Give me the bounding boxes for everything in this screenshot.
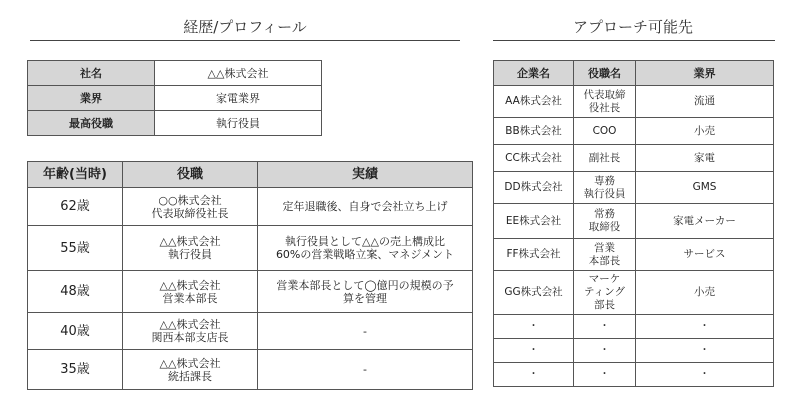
approach-company: ・ [494, 339, 574, 363]
career-row [28, 350, 473, 390]
approach-header-industry: 業界 [636, 61, 774, 86]
approach-row [494, 271, 774, 315]
career-header-position: 役職 [123, 162, 258, 188]
approach-table [493, 60, 774, 387]
company-info-value: 家電業界 [155, 86, 322, 111]
company-info-row [28, 111, 322, 136]
approach-position: 専務 執行役員 [574, 172, 636, 204]
approach-company: FF株式会社 [494, 239, 574, 271]
career-achievement: - [258, 350, 473, 390]
career-position: △△株式会社 統括課長 [123, 350, 258, 390]
approach-industry: 家電メーカー [636, 204, 774, 239]
career-achievement: - [258, 313, 473, 350]
career-position: △△株式会社 関西本部支店長 [123, 313, 258, 350]
approach-row [494, 145, 774, 172]
company-info-table [27, 60, 322, 136]
company-info-value: 執行役員 [155, 111, 322, 136]
career-age: 55歳 [28, 226, 123, 271]
approach-position: マーケ ティング 部長 [574, 271, 636, 315]
approach-industry: サービス [636, 239, 774, 271]
career-row [28, 188, 473, 226]
approach-position: 営業 本部長 [574, 239, 636, 271]
approach-header-row [494, 61, 774, 86]
approach-position: COO [574, 118, 636, 145]
career-row [28, 271, 473, 313]
career-table [27, 161, 473, 390]
career-age: 48歳 [28, 271, 123, 313]
approach-company: EE株式会社 [494, 204, 574, 239]
career-header-achievement: 実績 [258, 162, 473, 188]
approach-row [494, 86, 774, 118]
approach-header-position: 役職名 [574, 61, 636, 86]
approach-position: 代表取締 役社長 [574, 86, 636, 118]
company-info-label: 業界 [28, 86, 155, 111]
approach-company: ・ [494, 315, 574, 339]
approach-row [494, 239, 774, 271]
approach-industry: 小売 [636, 271, 774, 315]
approach-industry: GMS [636, 172, 774, 204]
company-info-row [28, 61, 322, 86]
career-row [28, 226, 473, 271]
approach-company: CC株式会社 [494, 145, 574, 172]
company-info-label: 最高役職 [28, 111, 155, 136]
career-achievement: 執行役員として△△の売上構成比 60%の営業戦略立案、マネジメント [258, 226, 473, 271]
approach-row [494, 339, 774, 363]
approach-company: AA株式会社 [494, 86, 574, 118]
approach-position: ・ [574, 363, 636, 387]
career-age: 62歳 [28, 188, 123, 226]
approach-position: ・ [574, 315, 636, 339]
approach-company: BB株式会社 [494, 118, 574, 145]
career-age: 40歳 [28, 313, 123, 350]
approach-section-rule [493, 40, 775, 41]
approach-industry: ・ [636, 339, 774, 363]
approach-row [494, 363, 774, 387]
approach-section-title: アプローチ可能先 [572, 18, 693, 36]
career-position: △△株式会社 執行役員 [123, 226, 258, 271]
career-header-row [28, 162, 473, 188]
approach-position: 常務 取締役 [574, 204, 636, 239]
career-age: 35歳 [28, 350, 123, 390]
approach-position: 副社長 [574, 145, 636, 172]
approach-header-company: 企業名 [494, 61, 574, 86]
profile-section-title: 経歴/プロフィール [183, 18, 307, 36]
career-position: ○○株式会社 代表取締役社長 [123, 188, 258, 226]
approach-row [494, 172, 774, 204]
approach-industry: 小売 [636, 118, 774, 145]
company-info-value: △△株式会社 [155, 61, 322, 86]
approach-position: ・ [574, 339, 636, 363]
company-info-label: 社名 [28, 61, 155, 86]
career-position: △△株式会社 営業本部長 [123, 271, 258, 313]
approach-row [494, 204, 774, 239]
approach-company: GG株式会社 [494, 271, 574, 315]
profile-section-rule [30, 40, 460, 41]
approach-company: DD株式会社 [494, 172, 574, 204]
approach-industry: ・ [636, 363, 774, 387]
career-achievement: 定年退職後、自身で会社立ち上げ [258, 188, 473, 226]
approach-industry: 家電 [636, 145, 774, 172]
approach-row [494, 118, 774, 145]
approach-industry: ・ [636, 315, 774, 339]
career-row [28, 313, 473, 350]
company-info-row [28, 86, 322, 111]
approach-industry: 流通 [636, 86, 774, 118]
career-achievement: 営業本部長として◯億円の規模の予 算を管理 [258, 271, 473, 313]
approach-company: ・ [494, 363, 574, 387]
career-header-age: 年齢(当時) [28, 162, 123, 188]
approach-row [494, 315, 774, 339]
